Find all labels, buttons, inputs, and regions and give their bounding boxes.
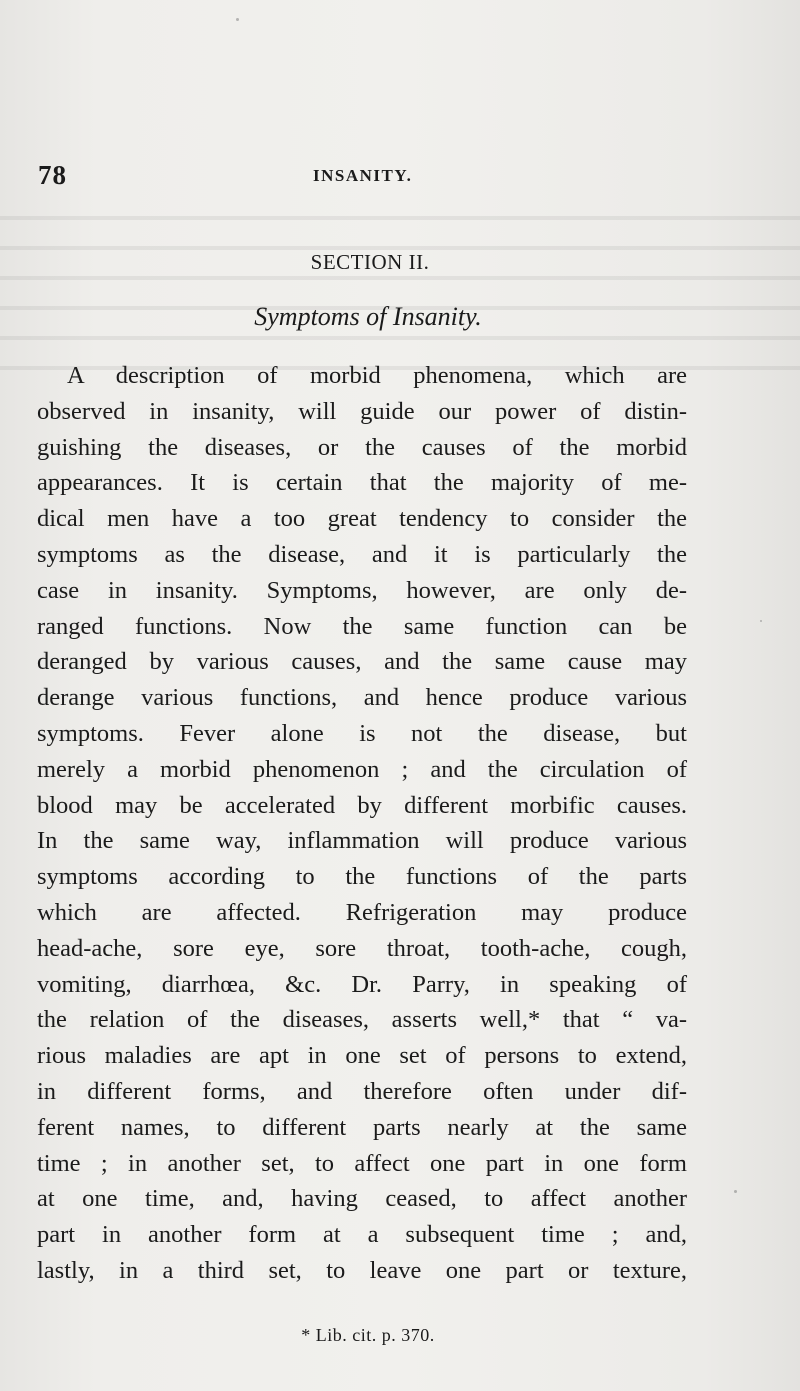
text-line: in different forms, and therefore often under dif-	[37, 1077, 687, 1105]
text-line: time ; in another set, to affect one part in one form	[37, 1149, 687, 1177]
text-line: case in insanity. Symptoms, however, are only de-	[37, 576, 687, 604]
text-line: which are affected. Refrigeration may produce	[37, 898, 687, 926]
text-line: the relation of the diseases, asserts well,* that “ va-	[37, 1006, 687, 1034]
text-line: deranged by various causes, and the same cause may	[37, 648, 687, 676]
page-header	[38, 160, 688, 190]
text-line: head-ache, sore eye, sore throat, tooth-ache, cough,	[37, 934, 687, 962]
text-line: A description of morbid phenomena, which are	[67, 362, 687, 389]
text-line: In the same way, inflammation will produce various	[37, 827, 687, 855]
text-line: appearances. It is certain that the majority of me-	[37, 469, 687, 497]
text-line: part in another form at a subsequent time ; and,	[37, 1221, 687, 1249]
text-line: lastly, in a third set, to leave one part or texture,	[37, 1256, 687, 1284]
text-line: ranged functions. Now the same function can be	[37, 612, 687, 640]
footnote: * Lib. cit. p. 370.	[301, 1325, 435, 1345]
paper-speck	[734, 1190, 737, 1193]
text-line: rious maladies are apt in one set of persons to extend,	[37, 1042, 687, 1070]
page-number: 78	[38, 160, 67, 190]
section-subtitle: Symptoms of Insanity.	[254, 302, 482, 331]
section-heading: SECTION II.	[310, 250, 430, 274]
text-line: vomiting, diarrhœa, &c. Dr. Parry, in speaking of	[37, 970, 687, 998]
paper-speck	[760, 620, 762, 622]
text-line: symptoms. Fever alone is not the disease, but	[37, 719, 687, 747]
text-line: derange various functions, and hence produce various	[37, 684, 687, 712]
text-line: symptoms according to the functions of the parts	[37, 863, 687, 891]
text-line: merely a morbid phenomenon ; and the circulation of	[37, 755, 687, 783]
body-text	[37, 358, 687, 1289]
text-line: dical men have a too great tendency to consider the	[37, 505, 687, 533]
running-head: INSANITY.	[313, 166, 413, 185]
text-line: ferent names, to different parts nearly at the same	[37, 1113, 687, 1141]
text-line: symptoms as the disease, and it is particularly the	[37, 540, 687, 568]
text-line: blood may be accelerated by different morbific causes.	[37, 791, 687, 819]
text-line: observed in insanity, will guide our power of distin-	[37, 397, 687, 425]
paper-speck	[236, 18, 239, 21]
text-line: at one time, and, having ceased, to affect another	[37, 1185, 687, 1213]
text-line: guishing the diseases, or the causes of the morbid	[37, 433, 687, 461]
